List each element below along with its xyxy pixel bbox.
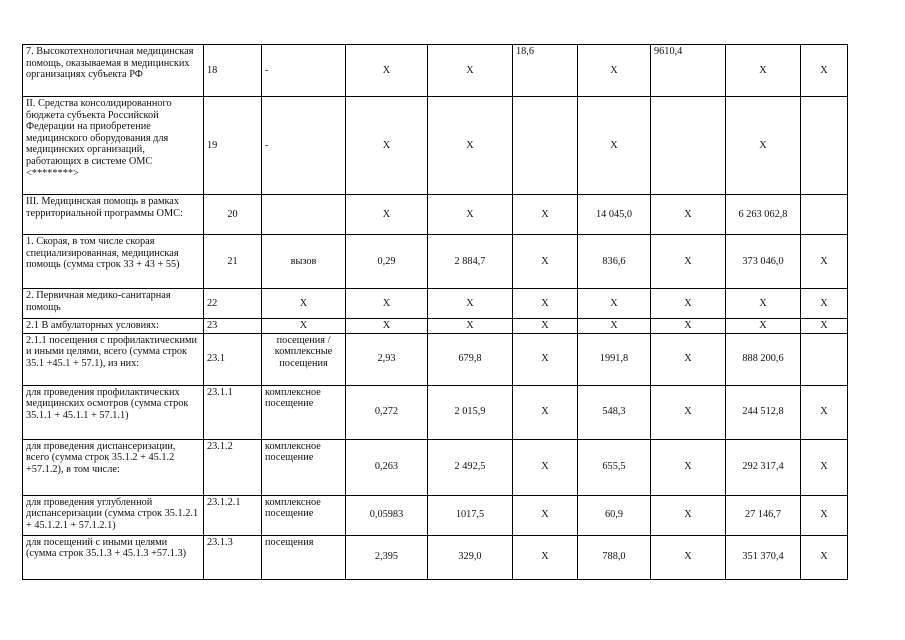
cell-c8: Х	[651, 385, 726, 439]
cell-c10: Х	[801, 235, 848, 289]
cell-c10: Х	[801, 45, 848, 97]
cell-description: для посещений с иными целями (сумма строк 35.1.3 + 45.1.3 +57.1.3)	[23, 535, 204, 579]
cell-unit: -	[262, 45, 346, 97]
cell-c8: Х	[651, 235, 726, 289]
cell-c9: 888 200,6	[726, 333, 801, 385]
table-row	[23, 45, 848, 97]
table-body	[23, 45, 848, 580]
cell-row-number: 18	[204, 45, 262, 97]
cell-cost-per-unit: 329,0	[428, 535, 513, 579]
cell-volume: Х	[346, 289, 428, 319]
cell-volume: 0,05983	[346, 495, 428, 535]
cell-cost-per-unit: 2 015,9	[428, 385, 513, 439]
cell-c6: 18,6	[513, 45, 578, 97]
cell-c10	[801, 195, 848, 235]
cell-volume: 2,93	[346, 333, 428, 385]
cell-c8	[651, 97, 726, 195]
table-row	[23, 535, 848, 579]
cell-c9: 292 317,4	[726, 439, 801, 495]
cell-c6	[513, 97, 578, 195]
cell-volume: 2,395	[346, 535, 428, 579]
cell-c6: Х	[513, 289, 578, 319]
cell-unit: -	[262, 97, 346, 195]
cell-c6: Х	[513, 439, 578, 495]
cell-c9: 244 512,8	[726, 385, 801, 439]
cell-description: для проведения углубленной диспансеризации (сумма строк 35.1.2.1 + 45.1.2.1 + 57.1.2.1)	[23, 495, 204, 535]
cell-cost-per-unit: 2 884,7	[428, 235, 513, 289]
cell-volume: 0,29	[346, 235, 428, 289]
cell-c7: 655,5	[578, 439, 651, 495]
cell-cost-per-unit: Х	[428, 319, 513, 334]
cell-unit: посещения	[262, 535, 346, 579]
cell-c8: Х	[651, 439, 726, 495]
cell-c6: Х	[513, 333, 578, 385]
cell-c8: 9610,4	[651, 45, 726, 97]
table-row	[23, 385, 848, 439]
cell-c6: Х	[513, 385, 578, 439]
cell-c6: Х	[513, 319, 578, 334]
cell-c8: Х	[651, 319, 726, 334]
medical-care-table	[22, 44, 848, 580]
cell-c7: 1991,8	[578, 333, 651, 385]
cell-volume: 0,272	[346, 385, 428, 439]
cell-c10: Х	[801, 319, 848, 334]
cell-description: II. Средства консолидированного бюджета субъекта Российской Федерации на приобретение медицинского оборудования для медицинских организаций, работающих в системе ОМС <********>	[23, 97, 204, 195]
cell-unit: посещения / комплексные посещения	[262, 333, 346, 385]
cell-c8: Х	[651, 535, 726, 579]
cell-c6: Х	[513, 535, 578, 579]
cell-row-number: 23.1	[204, 333, 262, 385]
cell-c8: Х	[651, 495, 726, 535]
cell-description: 1. Скорая, в том числе скорая специализированная, медицинская помощь (сумма строк 33 + 43 + 55)	[23, 235, 204, 289]
cell-cost-per-unit: Х	[428, 289, 513, 319]
cell-c9: Х	[726, 45, 801, 97]
cell-row-number: 19	[204, 97, 262, 195]
cell-c8: Х	[651, 333, 726, 385]
cell-c10: Х	[801, 289, 848, 319]
cell-c7: Х	[578, 45, 651, 97]
cell-description: 2. Первичная медико-санитарная помощь	[23, 289, 204, 319]
cell-unit	[262, 195, 346, 235]
cell-volume: Х	[346, 45, 428, 97]
cell-description: 7. Высокотехнологичная медицинская помощь, оказываемая в медицинских организациях субъекта РФ	[23, 45, 204, 97]
cell-unit: комплексное посещение	[262, 385, 346, 439]
cell-description: 2.1 В амбулаторных условиях:	[23, 319, 204, 334]
cell-c7: 836,6	[578, 235, 651, 289]
cell-row-number: 21	[204, 235, 262, 289]
cell-cost-per-unit: Х	[428, 97, 513, 195]
cell-row-number: 23	[204, 319, 262, 334]
cell-cost-per-unit: Х	[428, 195, 513, 235]
table-row	[23, 235, 848, 289]
cell-description: 2.1.1 посещения с профилактическими и иными целями, всего (сумма строк 35.1 +45.1 + 57.1), из них:	[23, 333, 204, 385]
table-row	[23, 319, 848, 334]
cell-row-number: 22	[204, 289, 262, 319]
cell-cost-per-unit: 1017,5	[428, 495, 513, 535]
cell-c9: Х	[726, 319, 801, 334]
table-row	[23, 333, 848, 385]
cell-c10: Х	[801, 495, 848, 535]
cell-c9: 373 046,0	[726, 235, 801, 289]
cell-c7: Х	[578, 97, 651, 195]
cell-c7: 548,3	[578, 385, 651, 439]
table-row	[23, 495, 848, 535]
cell-c10	[801, 333, 848, 385]
cell-row-number: 20	[204, 195, 262, 235]
cell-volume: 0,263	[346, 439, 428, 495]
cell-description: для проведения диспансеризации, всего (сумма строк 35.1.2 + 45.1.2 +57.1.2), в том числе:	[23, 439, 204, 495]
cell-unit: вызов	[262, 235, 346, 289]
cell-c6: Х	[513, 495, 578, 535]
table-row	[23, 439, 848, 495]
cell-row-number: 23.1.2	[204, 439, 262, 495]
cell-cost-per-unit: 679,8	[428, 333, 513, 385]
cell-c6: Х	[513, 195, 578, 235]
cell-c8: Х	[651, 195, 726, 235]
cell-c7: Х	[578, 289, 651, 319]
cell-cost-per-unit: 2 492,5	[428, 439, 513, 495]
cell-unit: Х	[262, 319, 346, 334]
cell-c9: 6 263 062,8	[726, 195, 801, 235]
cell-volume: Х	[346, 319, 428, 334]
cell-c10: Х	[801, 385, 848, 439]
cell-row-number: 23.1.3	[204, 535, 262, 579]
cell-row-number: 23.1.2.1	[204, 495, 262, 535]
cell-c10: Х	[801, 439, 848, 495]
cell-c7: 60,9	[578, 495, 651, 535]
cell-c7: 14 045,0	[578, 195, 651, 235]
cell-description: III. Медицинская помощь в рамках территориальной программы ОМС:	[23, 195, 204, 235]
cell-c9: 27 146,7	[726, 495, 801, 535]
cell-volume: Х	[346, 97, 428, 195]
cell-c9: 351 370,4	[726, 535, 801, 579]
table-row	[23, 195, 848, 235]
cell-c6: Х	[513, 235, 578, 289]
table-row	[23, 97, 848, 195]
cell-description: для проведения профилактических медицинских осмотров (сумма строк 35.1.1 + 45.1.1 + 57.1.1)	[23, 385, 204, 439]
cell-unit: комплексное посещение	[262, 439, 346, 495]
cell-c7: 788,0	[578, 535, 651, 579]
cell-row-number: 23.1.1	[204, 385, 262, 439]
cell-c9: Х	[726, 289, 801, 319]
cell-volume: Х	[346, 195, 428, 235]
cell-c8: Х	[651, 289, 726, 319]
cell-c7: Х	[578, 319, 651, 334]
cell-c9: Х	[726, 97, 801, 195]
cell-unit: Х	[262, 289, 346, 319]
cell-cost-per-unit: Х	[428, 45, 513, 97]
cell-unit: комплексное посещение	[262, 495, 346, 535]
cell-c10	[801, 97, 848, 195]
table-row	[23, 289, 848, 319]
cell-c10: Х	[801, 535, 848, 579]
